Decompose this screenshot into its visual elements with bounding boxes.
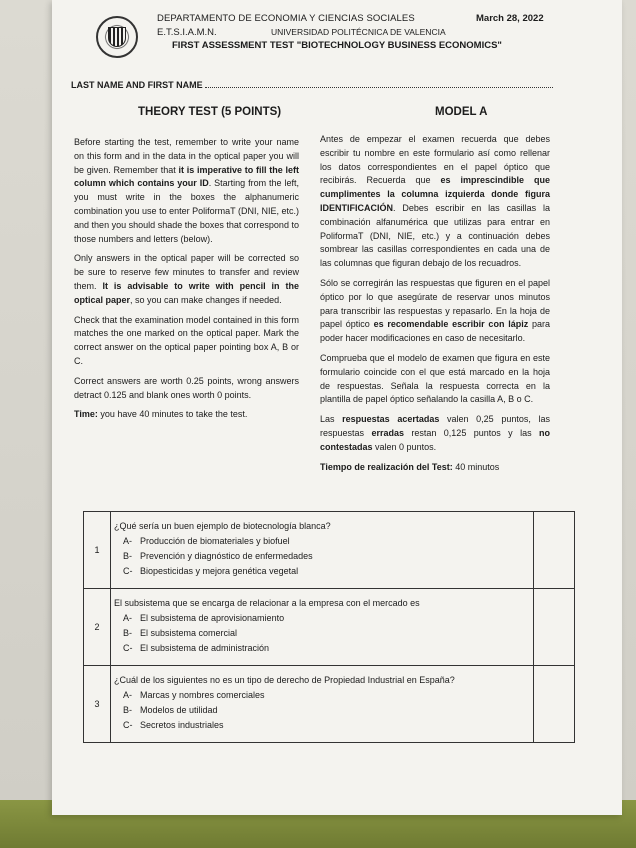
- question-text: ¿Cuál de los siguientes no es un tipo de derecho de Propiedad Industrial en España?: [114, 675, 455, 685]
- university-name: UNIVERSIDAD POLITÉCNICA DE VALENCIA: [271, 27, 446, 37]
- instruction-paragraph: Comprueba que el modelo de examen que figura en este formulario coincide con el que está marcado en la hoja de respuestas. Señala la respuesta correcta en la plantilla de papel óptico señalando la casilla A, B o C.: [320, 352, 550, 405]
- exam-sheet: [52, 0, 622, 815]
- theory-test-title: THEORY TEST (5 POINTS): [138, 106, 282, 118]
- answer-options: [114, 534, 529, 579]
- question-row: [84, 512, 575, 589]
- department-name: DEPARTAMENTO DE ECONOMIA Y CIENCIAS SOCIALES: [157, 13, 415, 24]
- answer-option: B- Modelos de utilidad: [123, 705, 218, 715]
- exam-date: March 28, 2022: [476, 13, 544, 24]
- questions-table: [83, 511, 575, 743]
- instructions-english: [74, 136, 299, 428]
- answer-options: [114, 688, 529, 733]
- instruction-paragraph: Tiempo de realización del Test: 40 minutos: [320, 461, 500, 472]
- instruction-paragraph: Antes de empezar el examen recuerda que debes escribir tu nombre en este formulario así como rellenar los datos correspondientes en el papel óptico que recibirás. Recuerda que es imprescindible que cumplimentes la columna izquierda donde figura IDENTIFICACIÓN. Debes escribir en las casillas la combinación alfanumérica que utilizas para entrar en PoliformaT (DNI, NIE, etc.) y a continuación debes sombrear las casillas correspondientes en cada una de las columnas que figuran debajo de los recuadros.: [320, 134, 550, 269]
- question-text: El subsistema que se encarga de relacionar a la empresa con el mercado es: [114, 598, 420, 608]
- answer-option: C- Biopesticidas y mejora genética vegetal: [123, 566, 299, 576]
- instruction-paragraph: Check that the examination model contained in this form matches the one marked on the optical paper. Mark the correct answer on the optical paper pointing box A, B or C.: [74, 314, 299, 366]
- question-text: ¿Qué sería un buen ejemplo de biotecnología blanca?: [114, 521, 331, 531]
- question-number: 1: [84, 512, 111, 589]
- instruction-paragraph: Before starting the test, remember to write your name on this form and in the data in the optical paper you will be given. Remember that it is imperative to fill the left column which contains your ID. Starting from the left, you must write in the boxes the alphanumeric combination you use to enter PoliformaT (DNI, NIE, etc.) and then you should shade the boxes that correspond to those numbers and letters (below).: [74, 137, 299, 244]
- answer-options: [114, 611, 529, 656]
- school-code: E.T.S.I.A.M.N.: [157, 27, 217, 38]
- instruction-paragraph: Time: you have 40 minutes to take the test.: [74, 409, 248, 420]
- instructions-spanish: [320, 133, 550, 480]
- question-number: 2: [84, 589, 111, 666]
- name-field-line[interactable]: [205, 79, 553, 88]
- question-row: [84, 666, 575, 743]
- name-field-label: LAST NAME AND FIRST NAME: [71, 80, 203, 90]
- instruction-paragraph: Las respuestas acertadas valen 0,25 puntos, las respuestas erradas restan 0,125 puntos y las no contestadas valen 0 puntos.: [320, 414, 550, 452]
- answer-option: B- Prevención y diagnóstico de enfermedades: [123, 551, 313, 561]
- instruction-paragraph: Sólo se corregirán las respuestas que figuren en el papel óptico por lo que asegúrate de reservar unos minutos para transcribir las respuestas y repasarlo. En la hoja de papel óptico es recomendable escribir con lápiz para poder hacer modificaciones en caso de necesitarlo.: [320, 277, 551, 344]
- model-label: MODEL A: [435, 106, 488, 118]
- question-body: [111, 512, 534, 589]
- answer-box[interactable]: [534, 512, 575, 589]
- question-number: 3: [84, 666, 111, 743]
- answer-option: C- Secretos industriales: [123, 720, 224, 730]
- question-row: [84, 589, 575, 666]
- test-title: FIRST ASSESSMENT TEST "BIOTECHNOLOGY BUSINESS ECONOMICS": [172, 40, 502, 51]
- name-field[interactable]: [71, 79, 553, 90]
- answer-option: B- El subsistema comercial: [123, 628, 238, 638]
- answer-box[interactable]: [534, 666, 575, 743]
- answer-option: A- El subsistema de aprovisionamiento: [123, 613, 285, 623]
- seal-shield-icon: [108, 27, 126, 47]
- answer-option: A- Producción de biomateriales y biofuel: [123, 536, 290, 546]
- answer-option: C- El subsistema de administración: [123, 643, 270, 653]
- answer-option: A- Marcas y nombres comerciales: [123, 690, 265, 700]
- question-body: [111, 666, 534, 743]
- university-seal-logo: [96, 16, 138, 58]
- question-body: [111, 589, 534, 666]
- instruction-paragraph: Correct answers are worth 0.25 points, wrong answers detract 0.125 and blank ones worth 0 points.: [74, 375, 299, 400]
- instruction-paragraph: Only answers in the optical paper will be corrected so be sure to reserve few minutes to transfer and review them. It is advisable to write with pencil in the optical paper, so you can make changes if needed.: [74, 253, 299, 305]
- answer-box[interactable]: [534, 589, 575, 666]
